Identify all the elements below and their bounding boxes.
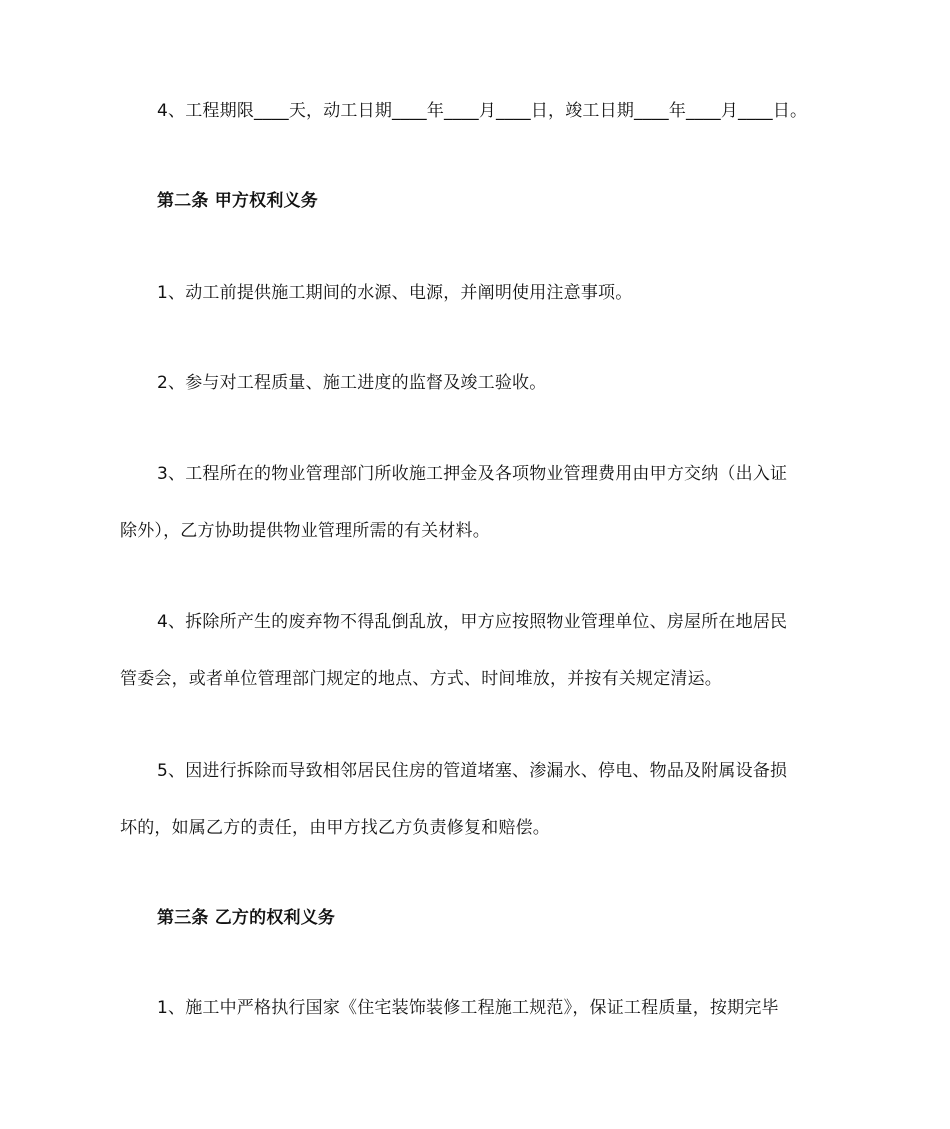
section-heading-article-3: 第三条 乙方的权利义务	[157, 908, 336, 928]
clause-3-1-line-1: 1、施工中严格执行国家《住宅装饰装修工程施工规范》，保证工程质量，按期完毕	[157, 998, 779, 1018]
clause-2-1: 1、动工前提供施工期间的水源、电源，并阐明使用注意事项。	[157, 283, 633, 303]
clause-2-4-line-1: 4、拆除所产生的废弃物不得乱倒乱放，甲方应按照物业管理单位、房屋所在地居民	[157, 612, 788, 632]
clause-2-3-line-1: 3、工程所在的物业管理部门所收施工押金及各项物业管理费用由甲方交纳（出入证	[157, 464, 788, 484]
clause-1-4-duration: 4、工程期限____天，动工日期____年____月____日，竣工日期____年____月____日。	[157, 101, 808, 121]
clause-2-5-line-1: 5、因进行拆除而导致相邻居民住房的管道堵塞、渗漏水、停电、物品及附属设备损	[157, 761, 788, 781]
clause-2-5-line-2: 坏的，如属乙方的责任，由甲方找乙方负责修复和赔偿。	[120, 818, 550, 838]
clause-2-3-line-2: 除外），乙方协助提供物业管理所需的有关材料。	[120, 521, 490, 541]
clause-2-2: 2、参与对工程质量、施工进度的监督及竣工验收。	[157, 373, 547, 393]
section-heading-article-2: 第二条 甲方权利义务	[157, 191, 318, 211]
clause-2-4-line-2: 管委会，或者单位管理部门规定的地点、方式、时间堆放，并按有关规定清运。	[120, 669, 722, 689]
